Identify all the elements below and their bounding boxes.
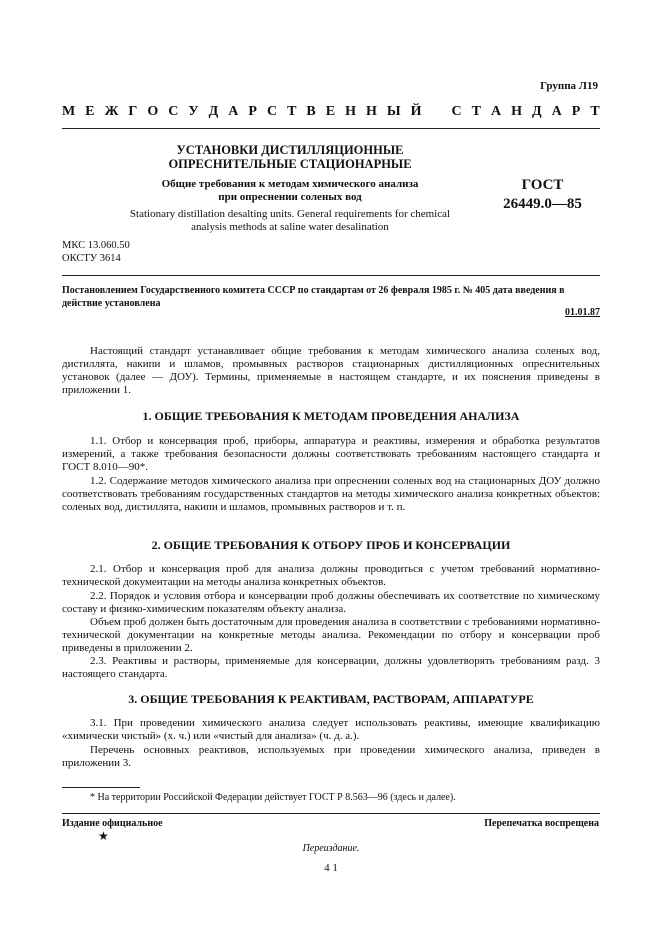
- section-3-heading: 3. ОБЩИЕ ТРЕБОВАНИЯ К РЕАКТИВАМ, РАСТВОРАМ, АППАРАТУРЕ: [128, 692, 534, 706]
- banner-letter: Ы: [386, 104, 401, 119]
- footer-rule: [62, 813, 600, 814]
- banner-letter: Е: [325, 104, 336, 119]
- reprint-forbidden-label: Перепечатка воспрещена: [484, 818, 599, 829]
- paragraph-2-2-volume: Объем проб должен быть достаточным для проведения анализа в соответствии с требованиями нормативно-технической документации на конкретные методы анализа. Рекомендации по отбору и консервации проб приведены в приложении 2.: [62, 616, 600, 654]
- paragraph-1-2: 1.2. Содержание методов химического анализа при опреснении соленых вод на стационарных ДОУ должно соответствовать требованиям государственных стандартов на методы химического анализа конкретных объектов: соленых вод, дистиллята, накипи и шламов, промывных растворов и т. п.: [62, 475, 600, 513]
- english-title-line: analysis methods at saline water desalination: [191, 221, 389, 233]
- gost-designation: [500, 176, 585, 214]
- english-title-line: Stationary distillation desalting units. General requirements for chemical: [129, 208, 451, 220]
- title-line: ОПРЕСНИТЕЛЬНЫЕ СТАЦИОНАРНЫЕ: [168, 157, 412, 171]
- banner-letter: С: [168, 104, 179, 119]
- footnote-separator: [62, 787, 140, 788]
- paragraph-2-3: 2.3. Реактивы и растворы, применяемые для консервации, должны удовлетворять требованиям разд. 3 настоящего стандарта.: [62, 655, 600, 680]
- title-block-rule: [62, 275, 600, 276]
- paragraph-2-2: 2.2. Порядок и условия отбора и консервации проб должны обеспечивать их соответствие по химическому составу и физико-химическим показателям объекту анализа.: [62, 590, 600, 615]
- star-icon: ★: [98, 829, 109, 843]
- title-line: УСТАНОВКИ ДИСТИЛЛЯЦИОННЫЕ: [176, 143, 404, 157]
- reissue-note: Переиздание.: [302, 843, 360, 854]
- banner-letter: Т: [471, 104, 481, 119]
- group-code: Группа Л19: [540, 80, 598, 92]
- classification-codes: [62, 239, 130, 265]
- banner-letter: С: [451, 104, 462, 119]
- banner-letter: Р: [571, 104, 581, 119]
- subtitle-line: при опреснении соленых вод: [218, 191, 362, 203]
- decree-text: Постановлением Государственного комитета СССР по стандартам от 26 февраля 1985 г. № 405 дата введения в действие установлена: [62, 285, 565, 309]
- banner-letter: А: [491, 104, 502, 119]
- gost-number: 26449.0—85: [503, 196, 582, 212]
- banner-letter: М: [62, 104, 76, 119]
- banner-letter: С: [266, 104, 278, 119]
- banner-letter: В: [306, 104, 316, 119]
- banner-letter: Е: [85, 104, 95, 119]
- gost-label: ГОСТ: [521, 177, 564, 193]
- banner-letter: Н: [366, 104, 377, 119]
- banner-letter: У: [188, 104, 199, 119]
- banner-letter: О: [147, 104, 159, 119]
- banner-letter: А: [551, 104, 562, 119]
- banner-letter: Т: [287, 104, 297, 119]
- banner-letter: Т: [590, 104, 600, 119]
- official-edition-label: Издание официальное: [62, 818, 163, 829]
- banner-letter: Н: [345, 104, 356, 119]
- english-title: [95, 208, 485, 234]
- banner-letter: Н: [511, 104, 523, 119]
- paragraph-3-1-list: Перечень основных реактивов, используемых при проведении химического анализа, приведен в приложении 3.: [62, 744, 600, 769]
- section-1-heading: 1. ОБЩИЕ ТРЕБОВАНИЯ К МЕТОДАМ ПРОВЕДЕНИЯ АНАЛИЗА: [142, 409, 520, 423]
- footnote: * На территории Российской Федерации действует ГОСТ Р 8.563—96 (здесь и далее).: [90, 792, 456, 803]
- standard-subtitle: [130, 178, 450, 204]
- header-rule: [62, 128, 600, 129]
- banner-letter: Д: [208, 104, 219, 119]
- banner-letter: Г: [128, 104, 138, 119]
- standard-title: [130, 143, 450, 171]
- effective-date: 01.01.87: [565, 307, 600, 318]
- intro-paragraph: Настоящий стандарт устанавливает общие требования к методам химического анализа соленых вод, дистиллята, накипи и шламов, промывных растворов стационарных дистилляционных опреснительных установок (далее — ДОУ). Термины, применяемые в настоящем стандарте, и их пояснения приведены в приложении 1.: [62, 345, 600, 396]
- paragraph-1-1: 1.1. Отбор и консервация проб, приборы, аппаратура и реактивы, измерения и обработка результатов измерений, а также требования безопасности должны соответствовать требованиям настоящего стандарта и ГОСТ 8.010—90*.: [62, 435, 600, 473]
- subtitle-line: Общие требования к методам химического анализа: [161, 178, 419, 190]
- paragraph-2-1: 2.1. Отбор и консервация проб для анализа должны проводиться с учетом требований нормативно-технической документации на методы анализа конкретных объектов.: [62, 563, 600, 588]
- banner-letter: Д: [532, 104, 542, 119]
- banner-letter: Ж: [104, 104, 119, 119]
- paragraph-3-1: 3.1. При проведении химического анализа следует использовать реактивы, имеющие квалификацию «химически чистый» (х. ч.) или «чистый для анализа» (ч. д. а.).: [62, 717, 600, 742]
- banner-letter: Й: [410, 104, 422, 119]
- page-number: 4 1: [324, 862, 338, 874]
- banner-letter: Р: [248, 104, 257, 119]
- interstate-standard-banner: [62, 104, 600, 120]
- okstu-code: ОКСТУ 3614: [62, 253, 121, 264]
- section-2-heading: 2. ОБЩИЕ ТРЕБОВАНИЯ К ОТБОРУ ПРОБ И КОНСЕРВАЦИИ: [151, 538, 511, 552]
- mks-code: МКС 13.060.50: [62, 240, 130, 251]
- banner-letter: А: [228, 104, 239, 119]
